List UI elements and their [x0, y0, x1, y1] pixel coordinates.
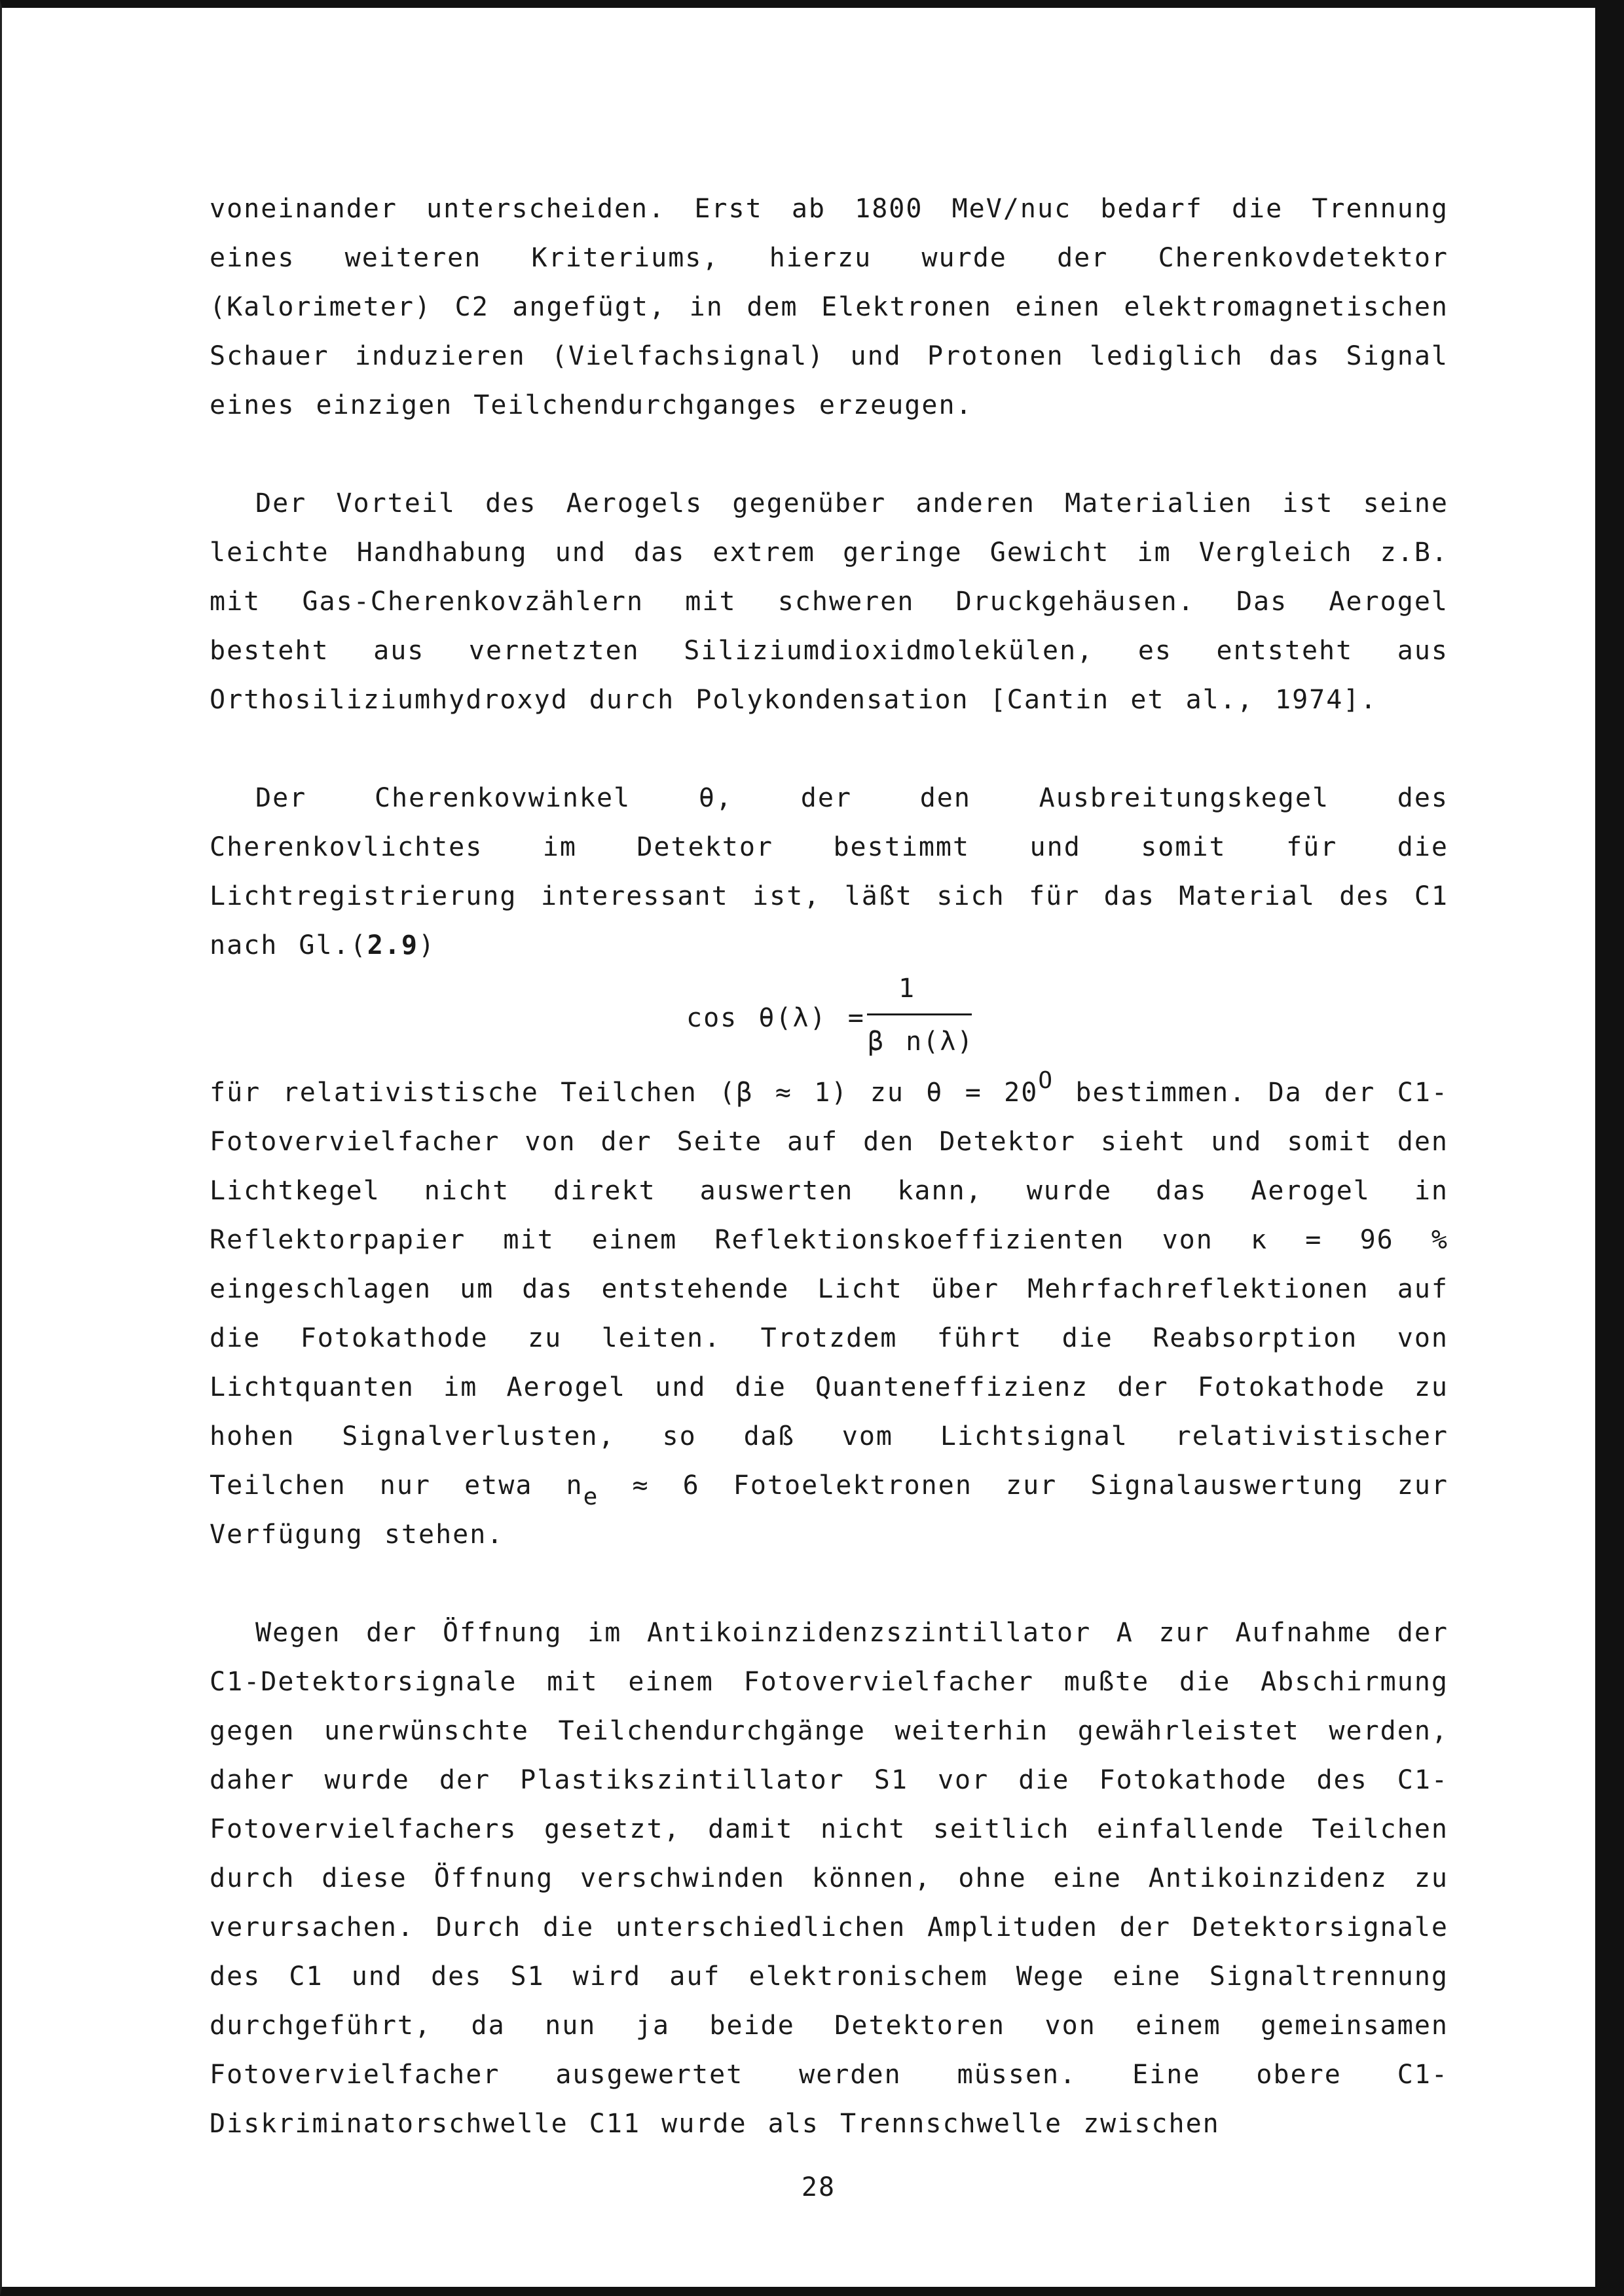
equation-reference: 2.9: [367, 930, 418, 960]
relativistic-angle-text: für relativistische Teilchen (β ≈ 1) zu θ = 20: [210, 1078, 1039, 1108]
paragraph-gap: [210, 1559, 1449, 1609]
cherenkov-angle-text: Der Cherenkovwinkel θ, der den Ausbreitungskegel des Cherenkovlichtes im Detektor bestimmt und somit für die Lichtregistrierung interessant ist, läßt sich für das Material des C1 nach Gl.(: [210, 783, 1449, 960]
photoelectron-text: ≈ 6 Fotoelektronen zur Signalauswertung zur Verfügung stehen.: [210, 1470, 1449, 1550]
reflector-text: bestimmen. Da der C1-Fotovervielfacher von der Seite auf den Detektor sieht und somit den Lichtkegel nicht direkt auswerten kann, wurde das Aerogel in Reflektorpapier mit einem Reflektionskoeffizienten von κ = 96 % eingeschlagen um das entstehende Licht über Mehrfachreflektionen auf die Fotokathode zu leiten. Trotzdem führt die Reabsorption von Lichtquanten im Aerogel und die Quanteneffizienz der Fotokathode zu hohen Signalverlusten, so daß vom Lichtsignal relativistischer Teilchen nur etwa n: [210, 1078, 1449, 1501]
equation-reference-close: ): [418, 930, 436, 960]
paragraph-aerogel-advantages: Der Vorteil des Aerogels gegenüber anderen Materialien ist seine leichte Handhabung und das extrem geringe Gewicht im Vergleich z.B. mit Gas-Cherenkovzählern mit schweren Druckgehäusen. Das Aerogel besteht aus vernetzten Siliziumdioxidmolekülen, es entsteht aus Orthosiliziumhydroxyd durch Polykondensation [Cantin et al., 1974].: [210, 488, 1449, 715]
paragraph-gap: [210, 430, 1449, 479]
formula-fraction-bar: [867, 1013, 972, 1015]
paragraph-photoelectron-yield: [210, 1068, 1449, 1559]
paragraph-detector-separation: voneinander unterscheiden. Erst ab 1800 MeV/nuc bedarf die Trennung eines weiteren Kriteriums, hierzu wurde der Cherenkovdetektor (Kalorimeter) C2 angefügt, in dem Elektronen einen elektromagnetischen Schauer induzieren (Vielfachsignal) und Protonen lediglich das Signal eines einzigen Teilchendurchganges erzeugen.: [210, 194, 1449, 420]
paragraph-cherenkov-angle: [210, 774, 1449, 970]
document-body: [210, 185, 1449, 2149]
electron-subscript: e: [583, 1484, 599, 1510]
formula-denominator: β n(λ): [868, 1027, 974, 1057]
degree-superscript: O: [1038, 1067, 1054, 1094]
formula-numerator: 1: [898, 974, 916, 1004]
paragraph-gap: [210, 725, 1449, 774]
page-number: 28: [801, 2172, 836, 2202]
paragraph-anticoincidence: Wegen der Öffnung im Antikoinzidenzszintillator A zur Aufnahme der C1-Detektorsignale mit einem Fotovervielfacher mußte die Abschirmung gegen unerwünschte Teilchendurchgänge weiterhin gewährleistet werden, daher wurde der Plastikszintillator S1 vor die Fotokathode des C1-Fotovervielfachers gesetzt, damit nicht seitlich einfallende Teilchen durch diese Öffnung verschwinden können, ohne eine Antikoinzidenz zu verursachen. Durch die unterschiedlichen Amplituden der Detektorsignale des C1 und des S1 wird auf elektronischem Wege eine Signaltrennung durchgeführt, da nun ja beide Detektoren von einem gemeinsamen Fotovervielfacher ausgewertet werden müssen. Eine obere C1-Diskriminatorschwelle C11 wurde als Trennschwelle zwischen: [210, 1618, 1449, 2139]
cherenkov-angle-formula: [210, 970, 1449, 1068]
formula-lhs: cos θ(λ) =: [686, 1003, 865, 1033]
